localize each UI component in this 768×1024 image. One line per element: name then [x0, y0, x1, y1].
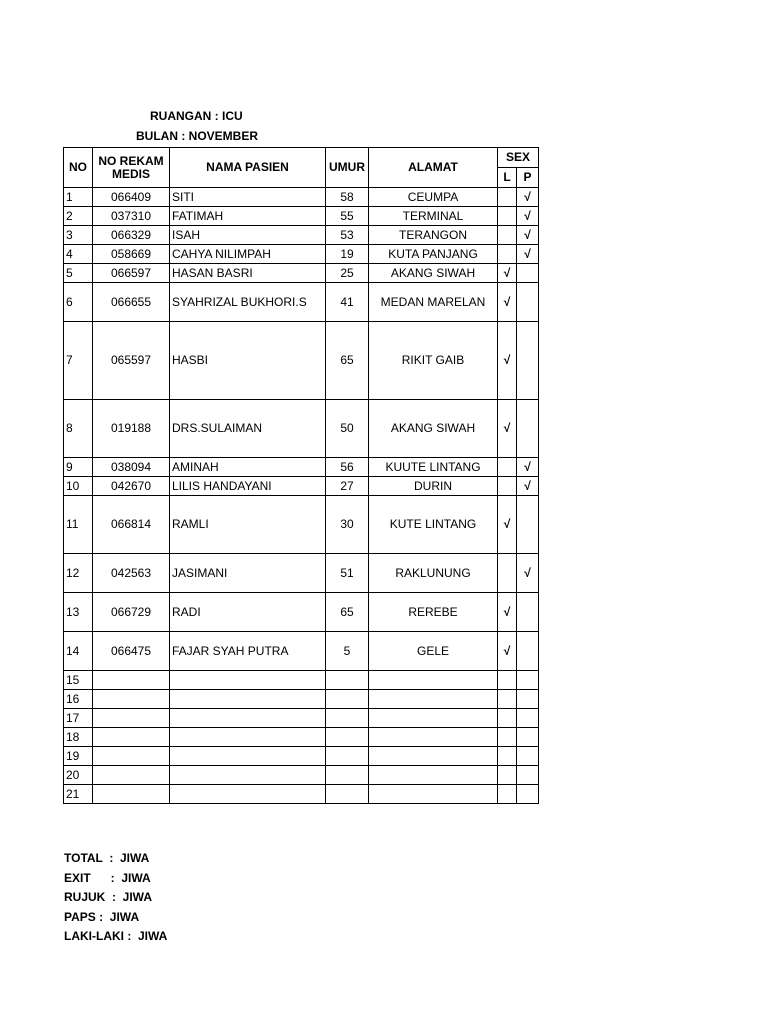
row-alamat: [369, 671, 498, 690]
row-umur: 65: [326, 593, 369, 632]
row-no: 21: [64, 785, 93, 804]
row-nama: HASBI: [170, 322, 326, 400]
row-umur: 65: [326, 322, 369, 400]
row-umur: 30: [326, 496, 369, 554]
row-alamat: AKANG SIWAH: [369, 400, 498, 458]
col-header-sex-p: P: [517, 168, 539, 188]
row-no: 14: [64, 632, 93, 671]
row-sex-p: √: [517, 188, 539, 207]
row-sex-p: [517, 728, 539, 747]
row-rekam-medis: 066729: [93, 593, 170, 632]
row-umur: 50: [326, 400, 369, 458]
paps-label: PAPS : JIWA: [64, 909, 140, 924]
table-row: [64, 785, 539, 804]
table-body: [64, 188, 539, 804]
table-row: [64, 554, 539, 593]
row-nama: RAMLI: [170, 496, 326, 554]
row-rekam-medis: 066814: [93, 496, 170, 554]
row-umur: 56: [326, 458, 369, 477]
col-header-nama: NAMA PASIEN: [170, 148, 326, 188]
row-nama: AMINAH: [170, 458, 326, 477]
row-alamat: [369, 747, 498, 766]
row-nama: LILIS HANDAYANI: [170, 477, 326, 496]
row-sex-l: [498, 671, 517, 690]
row-sex-l: [498, 458, 517, 477]
table-row: [64, 207, 539, 226]
table-row: [64, 283, 539, 322]
row-umur: 19: [326, 245, 369, 264]
row-no: 12: [64, 554, 93, 593]
row-rekam-medis: [93, 747, 170, 766]
row-alamat: RAKLUNUNG: [369, 554, 498, 593]
row-rekam-medis: 019188: [93, 400, 170, 458]
rujuk-label: RUJUK : JIWA: [64, 890, 153, 905]
row-no: 3: [64, 226, 93, 245]
row-umur: [326, 709, 369, 728]
row-no: 8: [64, 400, 93, 458]
row-alamat: [369, 728, 498, 747]
row-sex-l: √: [498, 496, 517, 554]
row-nama: ISAH: [170, 226, 326, 245]
col-header-umur: UMUR: [326, 148, 369, 188]
row-nama: [170, 747, 326, 766]
table-row: [64, 496, 539, 554]
row-sex-p: [517, 283, 539, 322]
row-sex-l: [498, 226, 517, 245]
row-alamat: AKANG SIWAH: [369, 264, 498, 283]
row-nama: FAJAR SYAH PUTRA: [170, 632, 326, 671]
row-no: 4: [64, 245, 93, 264]
row-rekam-medis: 066409: [93, 188, 170, 207]
row-sex-p: √: [517, 226, 539, 245]
row-alamat: MEDAN MARELAN: [369, 283, 498, 322]
table-row: [64, 458, 539, 477]
row-nama: DRS.SULAIMAN: [170, 400, 326, 458]
table-row: [64, 766, 539, 785]
table-row: [64, 632, 539, 671]
row-no: 7: [64, 322, 93, 400]
row-umur: [326, 766, 369, 785]
row-no: 19: [64, 747, 93, 766]
row-sex-l: [498, 728, 517, 747]
row-no: 2: [64, 207, 93, 226]
table-row: [64, 671, 539, 690]
row-rekam-medis: [93, 766, 170, 785]
row-rekam-medis: [93, 728, 170, 747]
row-rekam-medis: [93, 709, 170, 728]
row-sex-l: [498, 709, 517, 728]
row-nama: SYAHRIZAL BUKHORI.S: [170, 283, 326, 322]
row-no: 13: [64, 593, 93, 632]
row-sex-p: [517, 264, 539, 283]
row-no: 15: [64, 671, 93, 690]
row-no: 10: [64, 477, 93, 496]
row-nama: HASAN BASRI: [170, 264, 326, 283]
row-nama: [170, 690, 326, 709]
row-rekam-medis: 066329: [93, 226, 170, 245]
row-rekam-medis: 066655: [93, 283, 170, 322]
row-alamat: DURIN: [369, 477, 498, 496]
row-nama: SITI: [170, 188, 326, 207]
row-nama: CAHYA NILIMPAH: [170, 245, 326, 264]
table-row: [64, 690, 539, 709]
col-header-alamat: ALAMAT: [369, 148, 498, 188]
total-label: TOTAL : JIWA: [64, 851, 150, 865]
table-row: [64, 477, 539, 496]
row-umur: [326, 785, 369, 804]
row-nama: FATIMAH: [170, 207, 326, 226]
row-sex-p: [517, 671, 539, 690]
row-umur: [326, 747, 369, 766]
room-label: RUANGAN : ICU: [150, 109, 243, 123]
col-header-no: NO: [64, 148, 93, 188]
row-sex-l: [498, 785, 517, 804]
row-umur: 5: [326, 632, 369, 671]
row-sex-p: [517, 593, 539, 632]
row-nama: [170, 671, 326, 690]
row-nama: [170, 766, 326, 785]
row-sex-l: [498, 477, 517, 496]
row-alamat: GELE: [369, 632, 498, 671]
row-sex-l: [498, 188, 517, 207]
summary-footer: [64, 849, 167, 947]
month-label: BULAN : NOVEMBER: [136, 129, 258, 143]
row-sex-l: √: [498, 632, 517, 671]
row-umur: 53: [326, 226, 369, 245]
laki-laki-label: LAKI-LAKI : JIWA: [64, 929, 168, 944]
row-sex-p: √: [517, 245, 539, 264]
row-alamat: KUTE LINTANG: [369, 496, 498, 554]
row-alamat: KUUTE LINTANG: [369, 458, 498, 477]
table-row: [64, 226, 539, 245]
row-rekam-medis: 042563: [93, 554, 170, 593]
col-header-sex: SEX: [498, 148, 539, 168]
row-sex-l: √: [498, 322, 517, 400]
table-row: [64, 245, 539, 264]
row-alamat: TERMINAL: [369, 207, 498, 226]
row-umur: 58: [326, 188, 369, 207]
row-alamat: KUTA PANJANG: [369, 245, 498, 264]
row-umur: 41: [326, 283, 369, 322]
row-sex-p: [517, 400, 539, 458]
row-rekam-medis: 065597: [93, 322, 170, 400]
row-rekam-medis: 066475: [93, 632, 170, 671]
row-rekam-medis: 058669: [93, 245, 170, 264]
row-umur: [326, 690, 369, 709]
table-row: [64, 264, 539, 283]
row-rekam-medis: [93, 785, 170, 804]
row-alamat: TERANGON: [369, 226, 498, 245]
row-no: 18: [64, 728, 93, 747]
row-sex-l: [498, 690, 517, 709]
table-row: [64, 400, 539, 458]
row-sex-p: [517, 766, 539, 785]
row-sex-p: [517, 690, 539, 709]
table-row: [64, 728, 539, 747]
row-no: 5: [64, 264, 93, 283]
row-rekam-medis: 038094: [93, 458, 170, 477]
row-umur: 55: [326, 207, 369, 226]
row-nama: [170, 709, 326, 728]
row-alamat: [369, 766, 498, 785]
table-row: [64, 747, 539, 766]
row-alamat: REREBE: [369, 593, 498, 632]
row-nama: [170, 785, 326, 804]
col-header-rekam-medis: NO REKAM MEDIS: [93, 148, 170, 188]
row-no: 11: [64, 496, 93, 554]
row-rekam-medis: 042670: [93, 477, 170, 496]
row-no: 20: [64, 766, 93, 785]
row-no: 1: [64, 188, 93, 207]
row-sex-l: [498, 245, 517, 264]
row-sex-p: √: [517, 458, 539, 477]
row-umur: [326, 671, 369, 690]
row-umur: [326, 728, 369, 747]
row-alamat: [369, 709, 498, 728]
row-sex-l: √: [498, 264, 517, 283]
table-row: [64, 593, 539, 632]
row-sex-l: [498, 766, 517, 785]
row-sex-p: √: [517, 477, 539, 496]
row-umur: 27: [326, 477, 369, 496]
row-sex-p: [517, 496, 539, 554]
row-sex-p: [517, 322, 539, 400]
row-sex-p: [517, 709, 539, 728]
row-no: 9: [64, 458, 93, 477]
row-alamat: RIKIT GAIB: [369, 322, 498, 400]
row-sex-l: [498, 747, 517, 766]
row-alamat: [369, 690, 498, 709]
row-no: 16: [64, 690, 93, 709]
patient-register-table: [63, 147, 539, 804]
row-sex-l: √: [498, 593, 517, 632]
row-nama: RADI: [170, 593, 326, 632]
row-alamat: CEUMPA: [369, 188, 498, 207]
row-rekam-medis: [93, 671, 170, 690]
row-sex-p: [517, 747, 539, 766]
row-sex-p: √: [517, 554, 539, 593]
row-umur: 51: [326, 554, 369, 593]
row-umur: 25: [326, 264, 369, 283]
row-no: 17: [64, 709, 93, 728]
row-sex-l: √: [498, 400, 517, 458]
row-sex-p: [517, 785, 539, 804]
row-rekam-medis: [93, 690, 170, 709]
row-sex-p: √: [517, 207, 539, 226]
row-sex-l: [498, 554, 517, 593]
table-row: [64, 322, 539, 400]
row-nama: JASIMANI: [170, 554, 326, 593]
row-rekam-medis: 066597: [93, 264, 170, 283]
row-nama: [170, 728, 326, 747]
table-row: [64, 709, 539, 728]
row-no: 6: [64, 283, 93, 322]
exit-label: EXIT : JIWA: [64, 870, 151, 885]
row-sex-l: [498, 207, 517, 226]
table-row: [64, 188, 539, 207]
row-alamat: [369, 785, 498, 804]
row-rekam-medis: 037310: [93, 207, 170, 226]
col-header-sex-l: L: [498, 168, 517, 188]
row-sex-p: [517, 632, 539, 671]
row-sex-l: √: [498, 283, 517, 322]
